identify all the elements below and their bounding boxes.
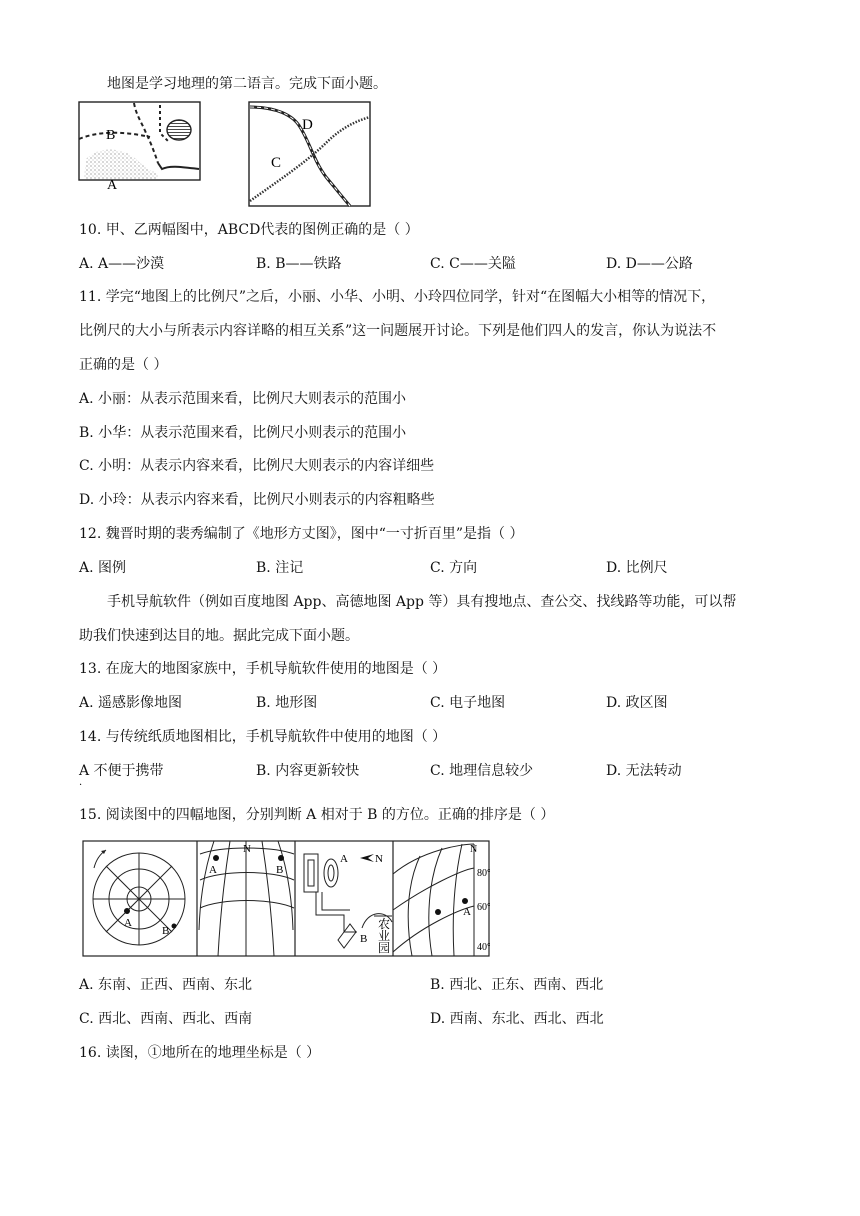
q15-stem: 15. 阅读图中的四幅地图，分别判断 A 相对于 B 的方位。正确的排序是（ ） (79, 807, 555, 823)
direction-maps-figure (82, 840, 490, 962)
dot-mark: · (79, 780, 83, 791)
label-b: B (106, 128, 116, 143)
q13-option-b[interactable]: B. 地形图 (256, 695, 318, 711)
intro2-line-1: 手机导航软件（例如百度地图 App、高德地图 App 等）具有搜地点、查公交、找线路等功能，可以帮 (107, 594, 737, 610)
label-a: A (107, 178, 118, 193)
q15-option-a[interactable]: A. 东南、正西、西南、东北 (79, 977, 253, 993)
p4-label-n: N (470, 844, 478, 855)
polar-map-panel (93, 850, 185, 945)
p2-label-n: N (243, 843, 251, 855)
q11-stem-line-3: 正确的是（ ） (79, 357, 168, 373)
intro2-line-2: 助我们快速到达目的地。据此完成下面小题。 (79, 628, 359, 644)
q14-option-c[interactable]: C. 地理信息较少 (430, 763, 534, 779)
legend-maps-figure (78, 101, 378, 215)
farm-label-1: 农 (378, 917, 391, 931)
p2-label-a: A (209, 864, 217, 876)
q10-option-d[interactable]: D. D——公路 (606, 256, 693, 272)
q11-option-b[interactable]: B. 小华：从表示范围来看，比例尺小则表示的范围小 (79, 425, 407, 441)
q11-option-a[interactable]: A. 小丽：从表示范围来看，比例尺大则表示的范围小 (79, 391, 407, 407)
q12-stem: 12. 魏晋时期的裴秀编制了《地形方丈图》，图中“一寸折百里”是指（ ） (79, 526, 524, 542)
q11-option-d[interactable]: D. 小玲：从表示内容来看，比例尺小则表示的内容粗略些 (79, 492, 435, 508)
farm-label-2: 业 (378, 929, 391, 943)
p3-label-b: B (360, 933, 368, 945)
q12-option-c[interactable]: C. 方向 (430, 560, 478, 576)
q14-stem: 14. 与传统纸质地图相比，手机导航软件中使用的地图（ ） (79, 729, 447, 745)
q14-option-b[interactable]: B. 内容更新较快 (256, 763, 360, 779)
direction-maps-svg (82, 840, 490, 958)
p2-label-b: B (276, 864, 284, 876)
label-c: C (271, 155, 282, 171)
p1-label-b: B (162, 925, 170, 937)
p3-label-n: N (375, 853, 383, 865)
lat-40-label: 40° (477, 942, 490, 953)
q12-option-a[interactable]: A. 图例 (79, 560, 127, 576)
lat-80-label: 80° (477, 868, 490, 879)
latitude-map-panel (393, 844, 474, 956)
legend-maps-svg (78, 101, 378, 211)
q10-option-c[interactable]: C. C——关隘 (430, 256, 516, 272)
q11-option-c[interactable]: C. 小明：从表示内容来看，比例尺大则表示的内容详细些 (79, 458, 435, 474)
q13-option-c[interactable]: C. 电子地图 (430, 695, 506, 711)
lake-symbol (167, 120, 191, 140)
q11-stem-line-1: 11. 学完“地图上的比例尺”之后，小丽、小华、小明、小玲四位同学，针对“在图幅大小相等的情况下， (79, 289, 716, 305)
intro-text: 地图是学习地理的第二语言。完成下面小题。 (107, 76, 387, 92)
p1-label-a: A (124, 917, 132, 929)
q10-option-a[interactable]: A. A——沙漠 (79, 256, 165, 272)
label-d: D (302, 117, 313, 133)
q12-option-d[interactable]: D. 比例尺 (606, 560, 668, 576)
q15-option-d[interactable]: D. 西南、东北、西北、西北 (430, 1011, 604, 1027)
q11-stem-line-2: 比例尺的大小与所表示内容详略的相互关系”这一问题展开讨论。下列是他们四人的发言，你认为说法不 (79, 323, 717, 339)
q13-stem: 13. 在庞大的地图家族中，手机导航软件使用的地图是（ ） (79, 661, 447, 677)
q13-option-d[interactable]: D. 政区图 (606, 695, 668, 711)
q14-option-a[interactable]: A 不便于携带 (79, 763, 164, 779)
p3-label-a: A (340, 853, 348, 865)
q15-option-b[interactable]: B. 西北、正东、西南、西北 (430, 977, 604, 993)
q10-option-b[interactable]: B. B——铁路 (256, 256, 342, 272)
q14-option-d[interactable]: D. 无法转动 (606, 763, 682, 779)
q12-option-b[interactable]: B. 注记 (256, 560, 304, 576)
farm-label-3: 园 (378, 941, 391, 955)
q16-stem: 16. 读图，①地所在的地理坐标是（ ） (79, 1045, 321, 1061)
q15-option-c[interactable]: C. 西北、西南、西北、西南 (79, 1011, 253, 1027)
lat-60-label: 60° (477, 902, 490, 913)
p4-label-a: A (463, 906, 471, 918)
q10-stem: 10. 甲、乙两幅图中，ABCD代表的图例正确的是（ ） (79, 222, 419, 238)
q13-option-a[interactable]: A. 遥感影像地图 (79, 695, 183, 711)
